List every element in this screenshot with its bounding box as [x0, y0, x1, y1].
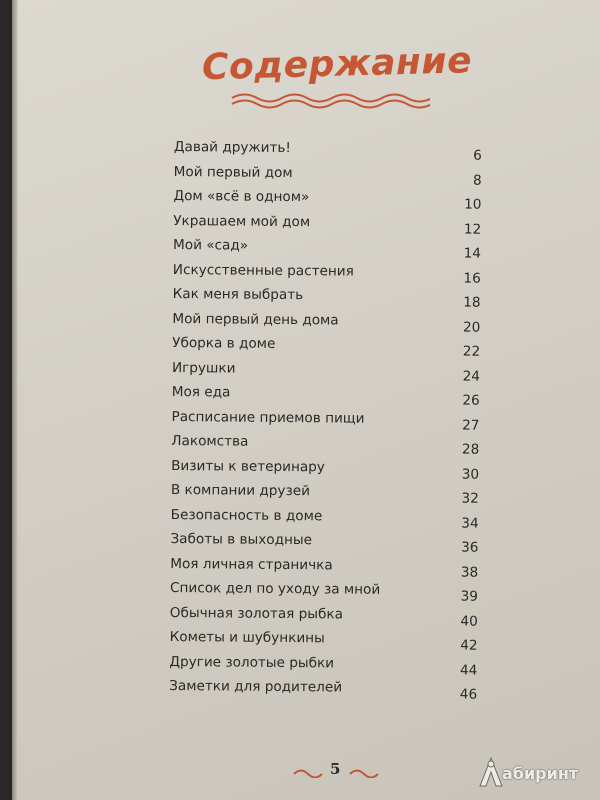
toc-entry-page-number: 42	[460, 637, 478, 654]
toc-entry-title: Искусственные растения	[172, 261, 354, 280]
toc-entry-page-number: 28	[461, 441, 480, 458]
toc-entry-page-number: 14	[463, 245, 482, 262]
toc-entry-title: Заметки для родителей	[169, 677, 343, 696]
toc-entry	[171, 504, 481, 531]
toc-entry	[172, 333, 482, 360]
toc-entry	[172, 382, 482, 409]
toc-entry-title: Лакомства	[171, 432, 249, 450]
toc-entry	[171, 406, 481, 433]
toc-entry-page-number: 12	[463, 221, 482, 238]
toc-entry-page-number: 40	[460, 613, 478, 630]
toc-entry-page-number: 10	[464, 196, 482, 213]
toc-entry-page-number: 16	[463, 270, 481, 287]
toc-entry	[171, 455, 481, 482]
toc-entry-title: Заботы в выходные	[170, 530, 313, 549]
toc-entry-page-number: 38	[460, 564, 479, 581]
page-number: 5	[330, 760, 341, 778]
toc-entry-title: Расписание приемов пищи	[171, 408, 365, 427]
toc-entry	[170, 529, 480, 556]
toc-entry-page-number: 39	[460, 588, 479, 605]
toc-entry	[171, 480, 481, 507]
toc-entry	[172, 357, 482, 384]
page-title: Содержание	[201, 40, 473, 89]
toc-entry	[170, 578, 480, 605]
toc-entry-title: Кометы и шубункины	[169, 628, 325, 647]
page-footer	[292, 760, 382, 784]
page-spine-shadow	[12, 0, 18, 800]
toc-entry-title: В компании друзей	[170, 481, 311, 500]
toc-entry-page-number: 32	[461, 490, 479, 507]
toc-entry-title: Моя еда	[171, 383, 231, 401]
toc-entry	[172, 308, 482, 335]
table-of-contents	[169, 137, 484, 703]
toc-entry	[170, 553, 480, 580]
toc-entry-title: Другие золотые рыбки	[169, 653, 335, 671]
toc-entry	[170, 602, 480, 629]
labirint-logo-icon	[478, 756, 504, 788]
toc-entry-title: Безопасность в доме	[170, 506, 323, 524]
toc-entry	[173, 235, 483, 262]
toc-entry-title: Мой первый дом	[173, 163, 293, 181]
toc-entry-page-number: 34	[461, 515, 479, 532]
toc-entry	[174, 161, 484, 188]
wavy-divider-icon	[230, 92, 430, 110]
toc-entry-title: Список дел по уходу за мной	[169, 579, 381, 598]
toc-entry	[173, 186, 483, 213]
toc-entry	[173, 210, 483, 237]
toc-entry-page-number: 46	[459, 686, 478, 703]
toc-entry-title: Мой «сад»	[172, 236, 249, 254]
toc-entry-title: Обычная золотая рыбка	[169, 604, 344, 622]
toc-entry	[171, 431, 481, 458]
book-page	[12, 0, 600, 800]
toc-entry	[169, 651, 479, 678]
toc-entry-title: Давай дружить!	[173, 138, 291, 157]
toc-entry	[174, 137, 484, 164]
toc-entry-page-number: 36	[461, 539, 479, 556]
toc-entry	[169, 676, 479, 703]
toc-entry	[173, 284, 483, 311]
toc-entry-page-number: 27	[462, 417, 480, 434]
toc-entry-page-number: 30	[461, 466, 480, 483]
toc-entry-page-number: 6	[473, 147, 482, 164]
toc-entry-page-number: 8	[472, 172, 482, 189]
watermark-text: абиринт	[502, 764, 579, 783]
toc-entry-page-number: 44	[459, 662, 478, 679]
toc-entry	[170, 627, 480, 654]
toc-entry-page-number: 22	[462, 343, 481, 360]
toc-entry-title: Украшаем мой дом	[173, 212, 311, 230]
toc-entry-page-number: 24	[462, 368, 480, 385]
toc-entry-title: Визиты к ветеринару	[171, 457, 325, 475]
watermark	[478, 756, 598, 792]
right-wave-icon	[348, 766, 380, 778]
toc-entry-title: Мой первый день дома	[172, 310, 339, 328]
toc-entry	[173, 259, 483, 286]
left-wave-icon	[292, 766, 324, 778]
toc-entry-title: Дом «всё в одном»	[173, 187, 310, 206]
toc-entry-page-number: 18	[463, 294, 481, 311]
toc-entry-page-number: 26	[462, 392, 480, 409]
toc-entry-title: Уборка в доме	[172, 334, 276, 352]
toc-entry-page-number: 20	[462, 319, 481, 336]
toc-entry-title: Игрушки	[171, 359, 236, 377]
toc-entry-title: Моя личная страничка	[170, 555, 333, 573]
toc-entry-title: Как меня выбрать	[172, 285, 304, 304]
